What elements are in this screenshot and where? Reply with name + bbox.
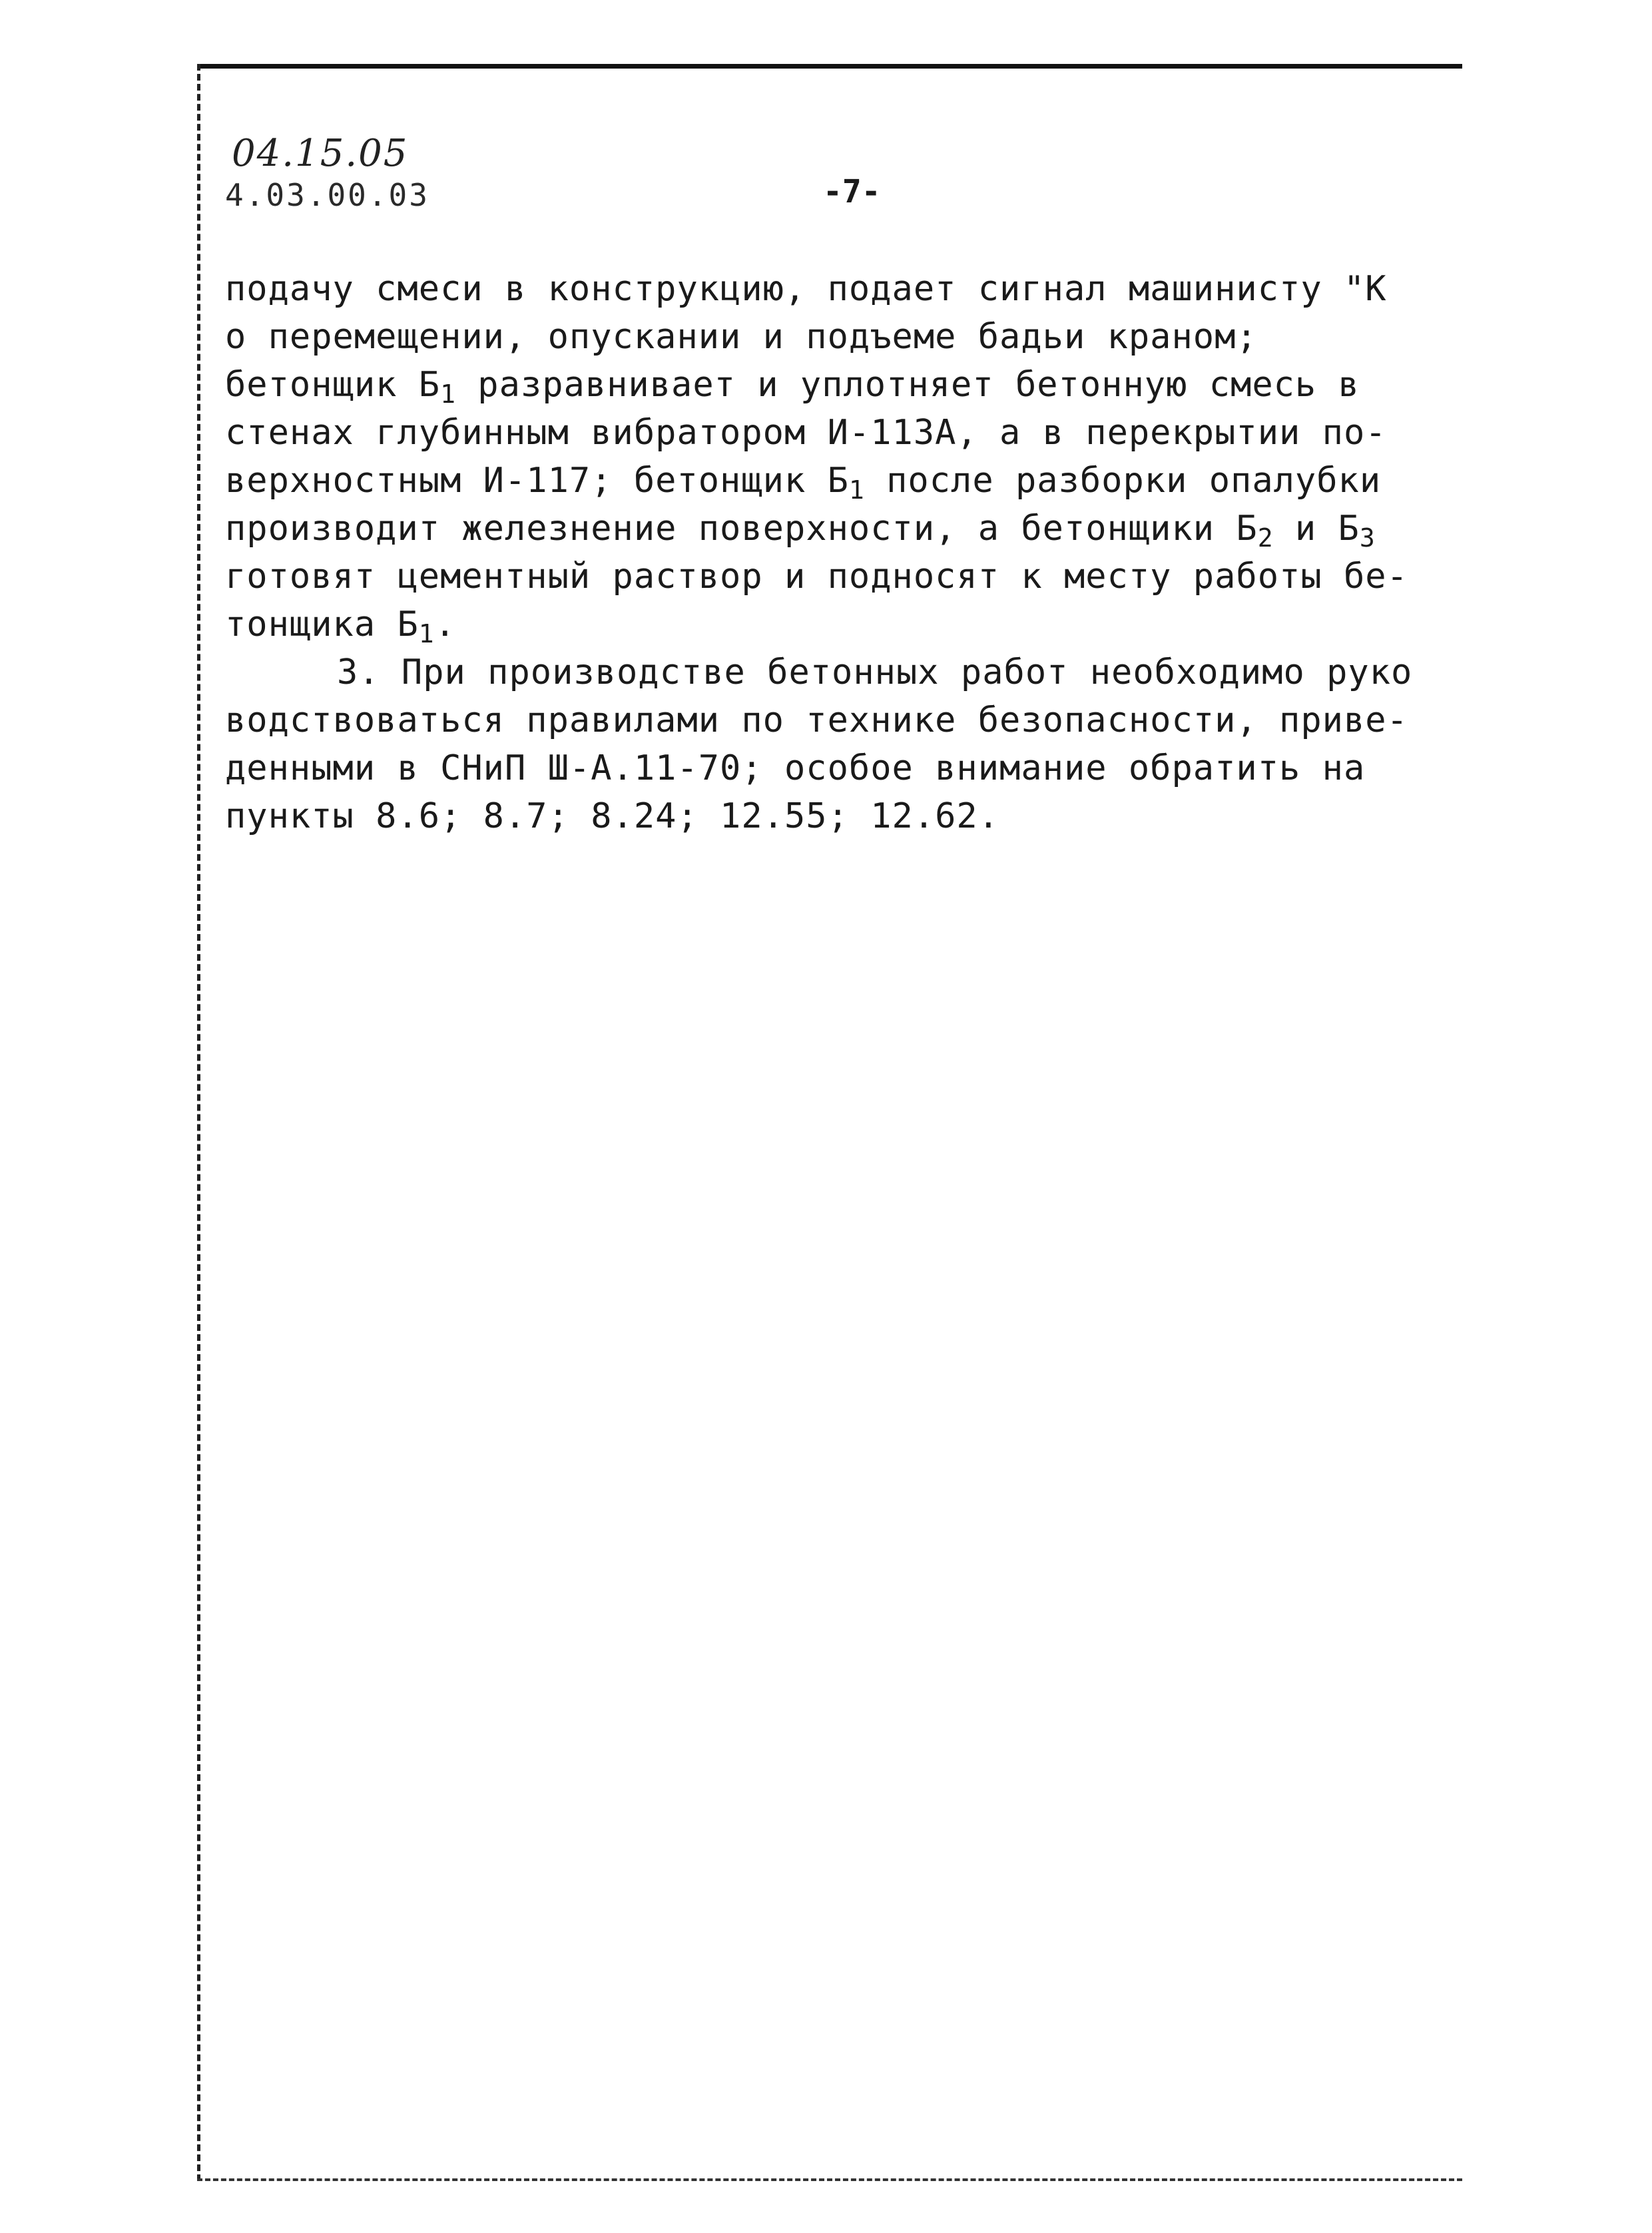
frame-bottom-border [197,2178,1462,2181]
text-line: верхностным И-117; бетонщик $Б_1$ после разборки опалубки [225,461,1382,505]
frame-left-border [197,64,200,2181]
subscript: 3 [1359,523,1376,553]
body-text [225,265,1464,840]
text-line: готовят цементный раствор и подносят к месту работы бе- [225,557,1408,597]
subscript: 1 [848,475,865,505]
subscript: 1 [418,619,435,648]
text-line: пункты 8.6; 8.7; 8.24; 12.55; 12.62. [225,796,1000,836]
subscript: 1 [440,379,456,409]
text-line: о перемещении, опускании и подъеме бадьи краном; [225,317,1258,357]
text-line: водствоваться правилами по технике безопасности, приве- [225,700,1408,740]
text-line: подачу смеси в конструкцию, подает сигнал машинисту "К [225,269,1387,309]
frame-top-border [197,64,1462,69]
paragraph-start-line: 3. При производстве бетонных работ необходимо руко [337,652,1413,692]
subscript: 2 [1257,523,1274,553]
text-line: бетонщик $Б_1$ разравнивает и уплотняет бетонную смесь в [225,365,1360,409]
document-code: 4.03.00.03 [225,177,429,213]
handwritten-note: 04.15.05 [232,132,409,175]
text-line: денными в СНиП Ш-А.11-70; особое внимание обратить на [225,748,1366,788]
text-line: стенах глубинным вибратором И-113А, а в перекрытии по- [225,413,1387,453]
text-line: производит железнение поверхности, а бетонщики $Б_2$ и $Б_3$ [225,509,1376,553]
text-line: тонщика $Б_1$. [225,605,456,648]
page-number: -7- [823,173,881,210]
